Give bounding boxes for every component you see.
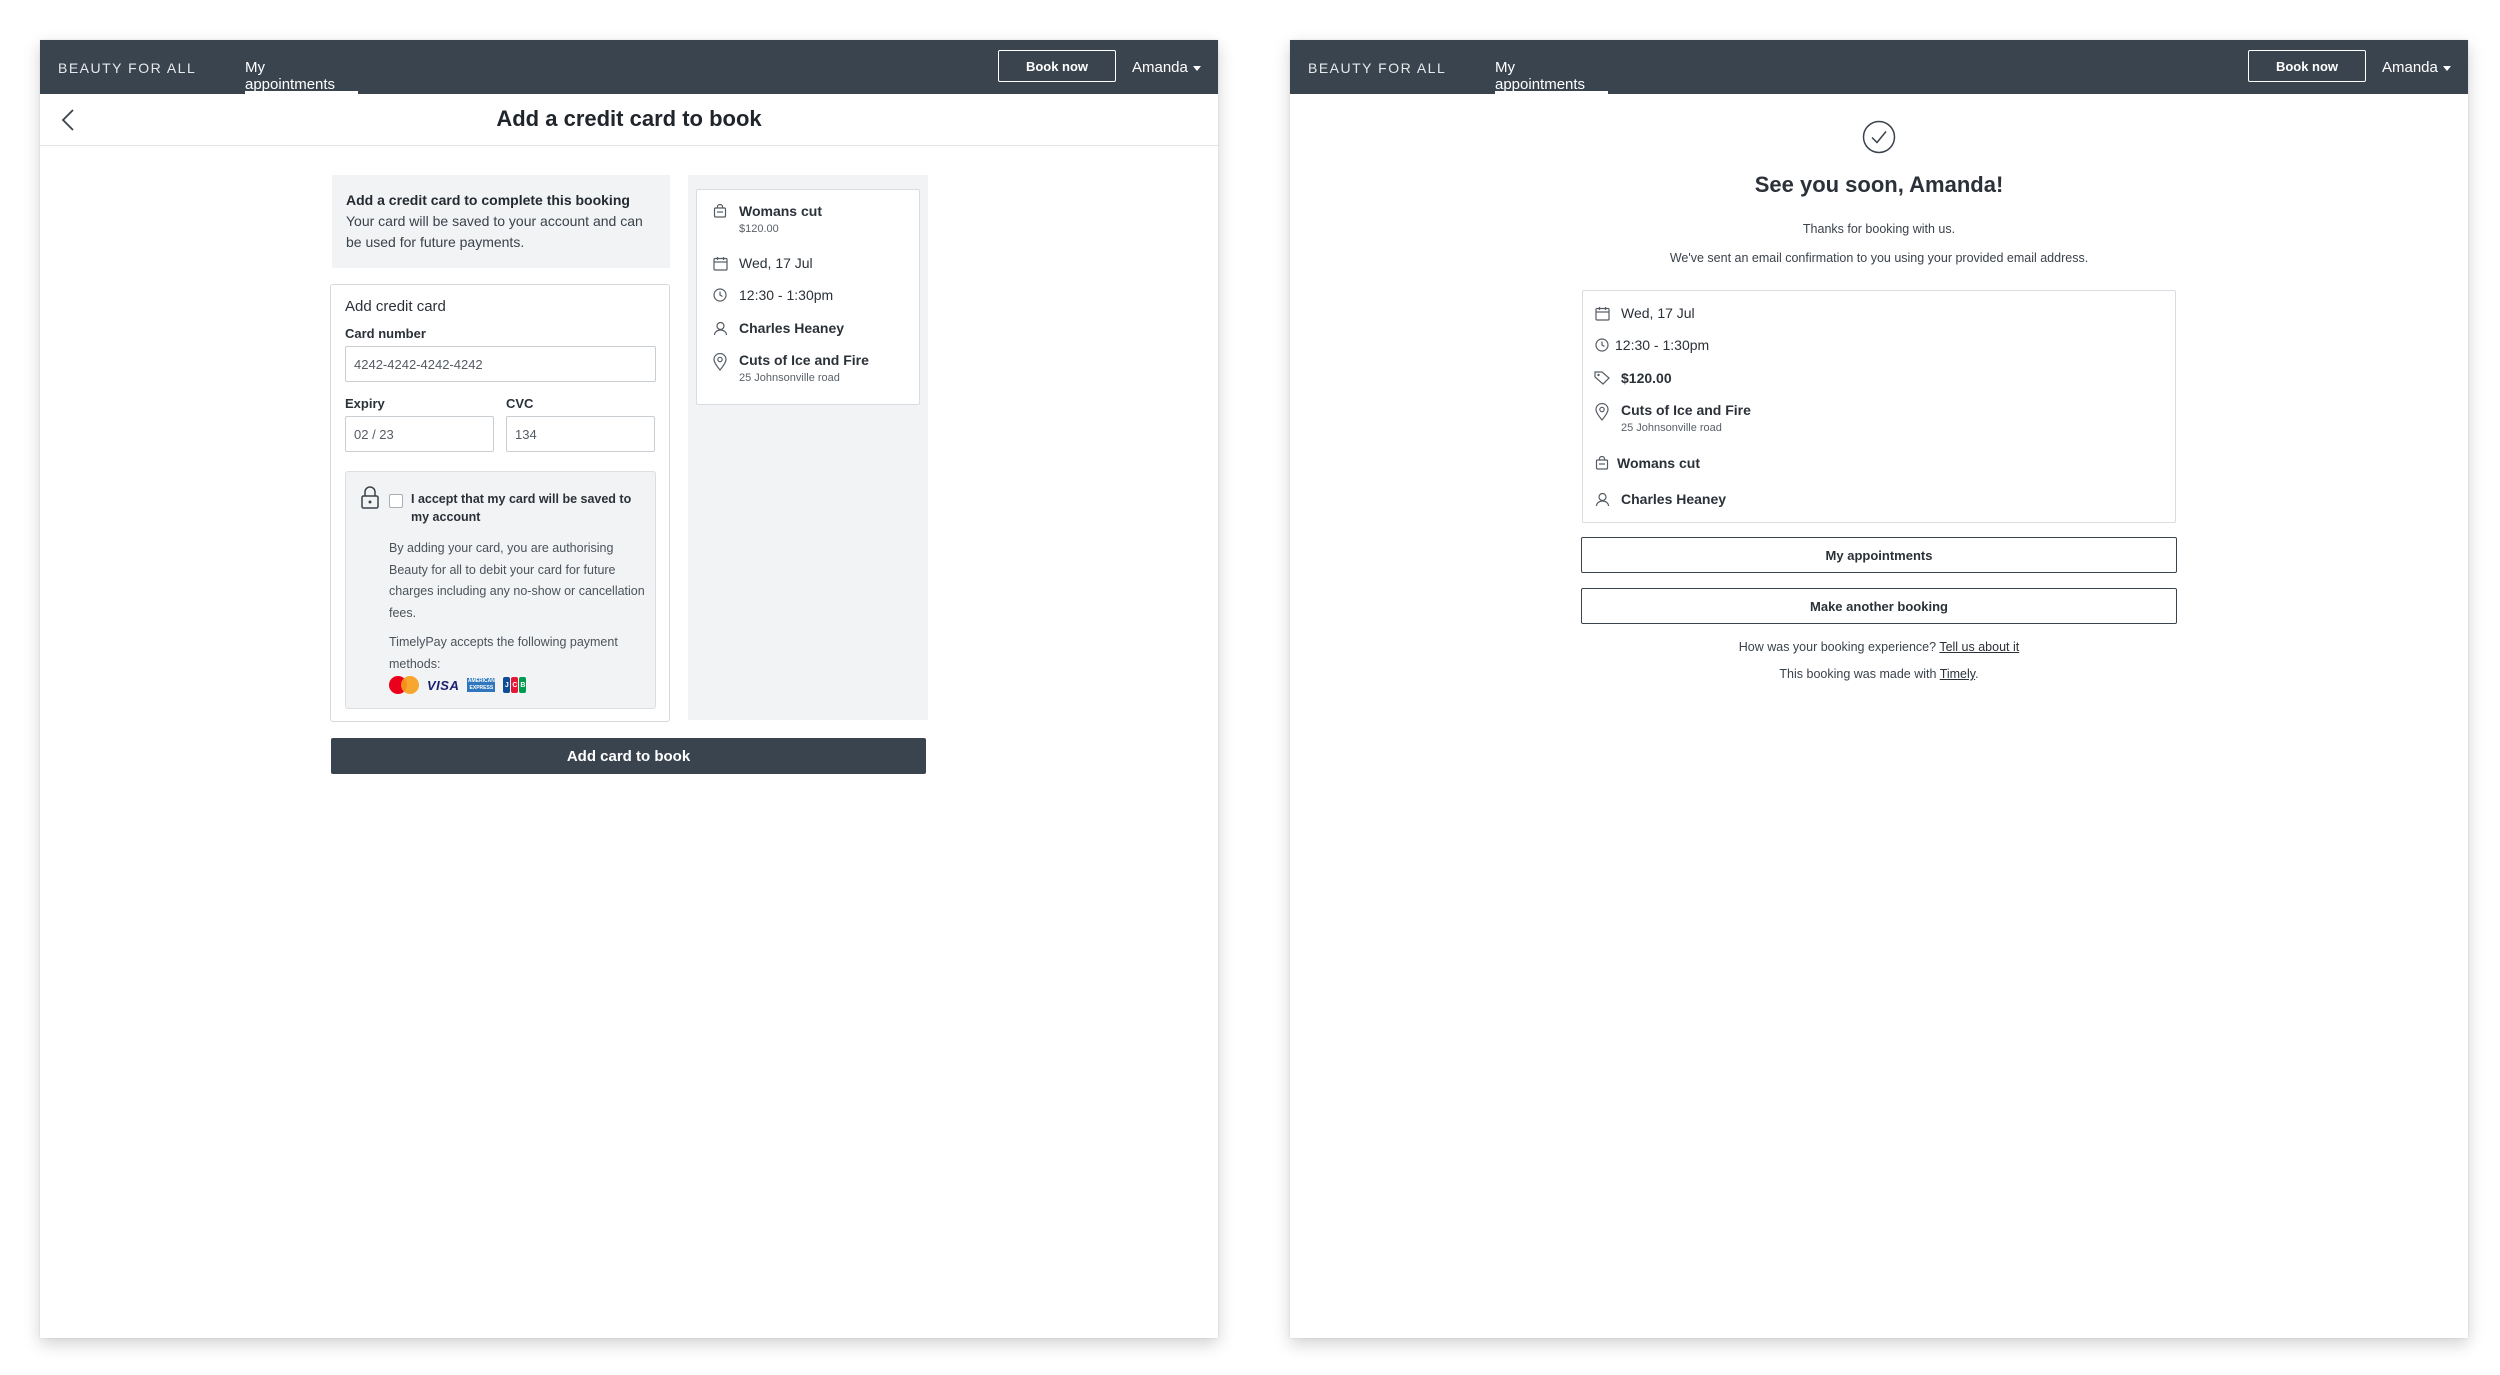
summary-service-name: Womans cut [739, 203, 822, 219]
user-icon [713, 321, 728, 336]
payment-methods-text: TimelyPay accepts the following payment methods: [389, 635, 618, 671]
user-name: Amanda [1132, 59, 1188, 76]
detail-location [1593, 402, 1751, 434]
consent-checkbox[interactable] [389, 494, 403, 508]
consent-box [345, 471, 656, 709]
clock-icon [1595, 338, 1609, 352]
navbar [1290, 40, 2468, 94]
email-note: We've sent an email confirmation to you using your provided email address. [1669, 251, 2089, 265]
tab-my-appointments[interactable]: My appointments [1495, 40, 1608, 94]
make-another-booking-button[interactable]: Make another booking [1581, 588, 2177, 624]
tag-icon [1594, 371, 1610, 385]
card-number-label: Card number [345, 326, 426, 341]
page-header [40, 94, 1218, 146]
bag-icon [1595, 456, 1609, 470]
made-with-line: This booking was made with Timely. [1779, 667, 1979, 681]
thanks-text: Thanks for booking with us. [1802, 222, 1956, 236]
consent-label[interactable]: I accept that my card will be saved to my account [411, 492, 632, 524]
confirmation-window [1290, 40, 2468, 1338]
cvc-input[interactable] [506, 416, 655, 452]
summary-date [711, 255, 813, 271]
user-menu[interactable] [1132, 59, 1201, 76]
brand-logo[interactable]: BEAUTY FOR ALL [58, 60, 197, 76]
consent-text: By adding your card, you are authorising Beauty for all to debit your card for future charges including any no-show or cancellation fees. [389, 541, 645, 620]
calendar-icon [713, 256, 728, 271]
amex-icon: AMERICAN EXPRESS [467, 678, 495, 691]
book-now-button[interactable]: Book now [2248, 50, 2366, 82]
add-card-to-book-button[interactable]: Add card to book [331, 738, 926, 774]
detail-staff [1593, 491, 1726, 507]
form-title: Add credit card [345, 298, 446, 315]
summary-price: $120.00 [739, 223, 779, 235]
summary-staff [711, 320, 844, 336]
summary-address: 25 Johnsonville road [739, 372, 840, 384]
card-number-input[interactable] [345, 346, 656, 382]
visa-icon: VISA [427, 677, 460, 693]
detail-address: 25 Johnsonville road [1621, 422, 1722, 434]
cvc-label: CVC [506, 396, 534, 411]
booking-summary-panel [688, 175, 928, 720]
navbar [40, 40, 1218, 94]
detail-time [1593, 337, 1709, 353]
calendar-icon [1595, 306, 1610, 321]
user-name: Amanda [2382, 59, 2438, 76]
bag-icon [713, 204, 727, 218]
user-icon [1595, 492, 1610, 507]
info-notice [332, 175, 670, 268]
summary-date-text: Wed, 17 Jul [739, 255, 813, 271]
book-now-button[interactable]: Book now [998, 50, 1116, 82]
summary-location [711, 352, 869, 384]
summary-location-name: Cuts of Ice and Fire [739, 352, 869, 368]
feedback-line: How was your booking experience? Tell us about it [1738, 640, 2020, 654]
detail-price-text: $120.00 [1621, 370, 1672, 386]
timely-link[interactable]: Timely [1939, 667, 1976, 681]
location-pin-icon [713, 353, 727, 371]
detail-location-name: Cuts of Ice and Fire [1621, 402, 1751, 418]
brand-logo[interactable]: BEAUTY FOR ALL [1308, 60, 1447, 76]
jcb-icon: J C B [503, 677, 526, 693]
payment-logos [389, 676, 526, 694]
clock-icon [713, 288, 727, 302]
info-body: Your card will be saved to your account and can be used for future payments. [346, 213, 643, 250]
detail-service-name: Womans cut [1617, 455, 1700, 471]
check-circle-icon [1862, 120, 1896, 154]
booking-summary-card [696, 189, 920, 405]
mastercard-icon [389, 676, 419, 694]
caret-down-icon [2443, 66, 2451, 71]
my-appointments-button[interactable]: My appointments [1581, 537, 2177, 573]
page-title: Add a credit card to book [496, 106, 762, 131]
detail-date-text: Wed, 17 Jul [1621, 305, 1695, 321]
feedback-link[interactable]: Tell us about it [1939, 640, 2020, 654]
expiry-input[interactable] [345, 416, 494, 452]
info-heading: Add a credit card to complete this booking [346, 192, 630, 208]
confirmation-title: See you soon, Amanda! [1754, 172, 2004, 197]
user-menu[interactable] [2382, 59, 2451, 76]
add-card-window [40, 40, 1218, 1338]
summary-staff-name: Charles Heaney [739, 320, 845, 336]
detail-price [1593, 370, 1672, 386]
booking-details-card [1582, 290, 2176, 523]
location-pin-icon [1595, 403, 1609, 421]
summary-time [711, 287, 833, 303]
detail-service [1593, 455, 1700, 471]
detail-date [1593, 305, 1695, 321]
summary-time-text: 12:30 - 1:30pm [739, 287, 834, 303]
detail-time-text: 12:30 - 1:30pm [1615, 337, 1710, 353]
detail-staff-name: Charles Heaney [1621, 491, 1727, 507]
tab-my-appointments[interactable]: My appointments [245, 40, 358, 94]
lock-icon [360, 486, 380, 510]
summary-service [711, 203, 822, 235]
credit-card-form [330, 284, 670, 722]
expiry-label: Expiry [345, 396, 385, 411]
caret-down-icon [1193, 66, 1201, 71]
